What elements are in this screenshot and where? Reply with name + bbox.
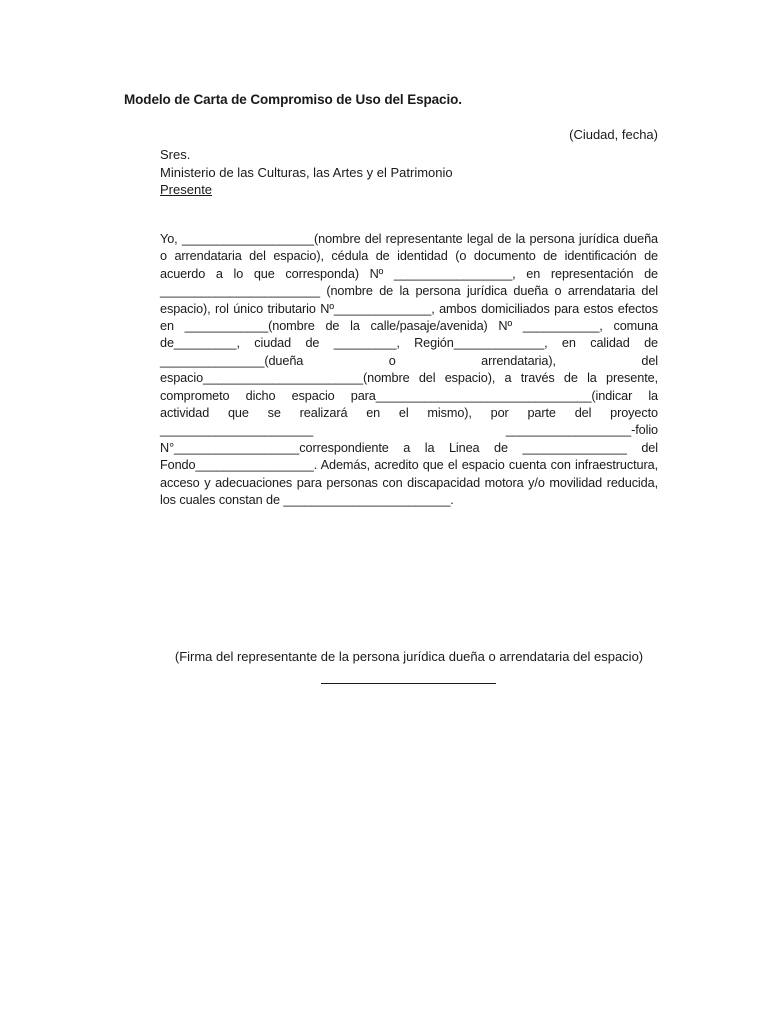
addressee-block	[160, 146, 453, 199]
presente-label: Presente	[160, 182, 213, 197]
signature-caption: (Firma del representante de la persona jurídica dueña o arrendataria del espacio)	[174, 649, 644, 664]
salutation: Sres.	[160, 147, 191, 162]
city-date-placeholder: (Ciudad, fecha)	[569, 127, 658, 142]
addressee-organization: Ministerio de las Culturas, las Artes y el Patrimonio	[160, 164, 453, 180]
letter-body: Yo, ___________________(nombre del representante legal de la persona jurídica dueña o arrendataria del espacio), cédula de identidad (o documento de identificación de acuerdo a lo que corresponda) Nº _________________, en representación de _______________________ (nombre de la persona jurídica dueña o arrendataria del espacio), rol único tributario Nº______________, ambos domiciliados para estos efectos en ____________(nombre de la calle/pasaje/avenida) Nº ___________, comuna de_________, ciudad de _________, Región_____________, en calidad de _______________(dueña o arrendataria), del espacio_______________________(nombre del espacio), a través de la presente, comprometo dicho espacio para_______________________________(indicar la actividad que se realizará en el mismo), por parte del proyecto ______________________ __________________-folio N°__________________correspondiente a la Linea de _______________ del Fondo_________________. Además, acredito que el espacio cuenta con infraestructura, acceso y adecuaciones para personas con discapacidad motora y/o movilidad reducida, los cuales constan de ________________________.	[160, 232, 658, 508]
document-title: Modelo de Carta de Compromiso de Uso del Espacio.	[124, 92, 462, 107]
signature-line	[321, 683, 496, 684]
